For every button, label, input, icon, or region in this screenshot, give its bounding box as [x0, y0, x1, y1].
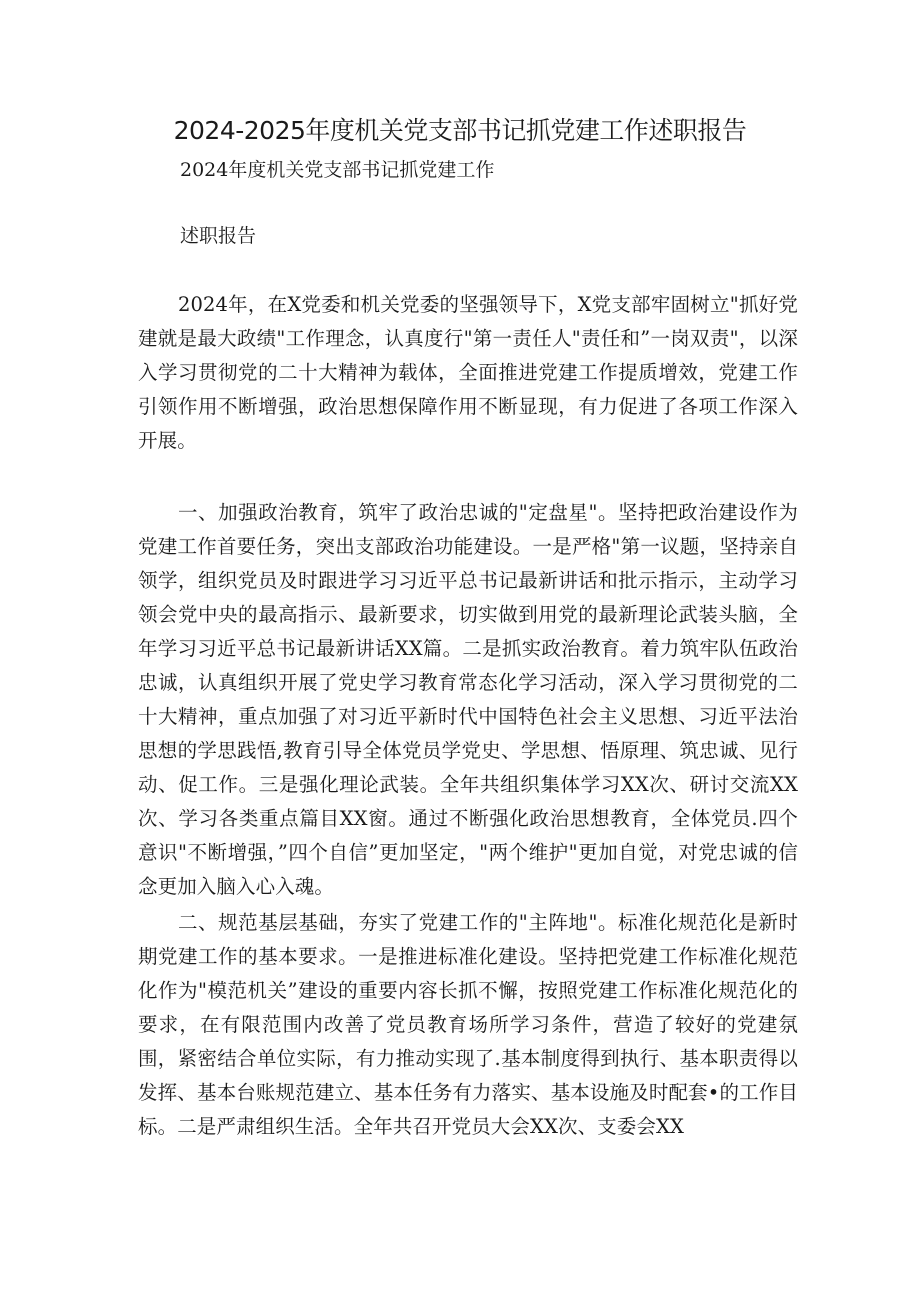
paragraph-political-education: 一、加强政治教育，筑牢了政治忠诚的"定盘星"。坚持把政治建设作为党建工作首要任务，突出支部政治功能建设。一是严格"第一议题，坚持亲自领学，组织党员及时跟进学习习近平总书记最新讲话和批示指示，主动学习领会党中央的最高指示、最新要求，切实做到用党的最新理论武装头脑，全年学习习近平总书记最新讲话XX篇。二是抓实政治教育。着力筑牢队伍政治忠诚，认真组织开展了党史学习教育常态化学习活动，深入学习贯彻党的二十大精神，重点加强了对习近平新时代中国特色社会主义思想、习近平法治思想的学思践悟,教育引导全体党员学党史、学思想、悟原理、筑忠诚、见行动、促工作。三是强化理论武装。全年共组织集体学习XX次、研讨交流XX次、学习各类重点篇目XX窗。通过不断强化政治思想教育，全体党员.四个意识"不断增强，”四个自信”更加坚定，"两个维护"更加自觉，对党忠诚的信念更加入脑入心入魂。 [138, 501, 798, 898]
subtitle-line-2: 述职报告 [180, 225, 257, 247]
subtitle-line-1: 2024年度机关党支部书记抓党建工作 [180, 159, 495, 181]
document-title: 2024-2025年度机关党支部书记抓党建工作述职报告 [173, 116, 747, 145]
paragraph-grassroots-standards: 二、规范基层基础，夯实了党建工作的"主阵地"。标准化规范化是新时期党建工作的基本要求。一是推进标准化建设。坚持把党建工作标准化规范化作为"模范机关”建设的重要内容长抓不懈，按照党建工作标准化规范化的要求，在有限范围内改善了党员教育场所学习条件，营造了较好的党建氛围，紧密结合单位实际，有力推动实现了.基本制度得到执行、基本职责得以发挥、基本台账规范建立、基本任务有力落实、基本设施及时配套•的工作目标。二是严肃组织生活。全年共召开党员大会XX次、支委会XX [138, 911, 798, 1138]
paragraph-intro: 2024年，在X党委和机关党委的坚强领导下，X党支部牢固树立"抓好党建就是最大政绩"工作理念，认真度行"第一责任人"责任和”一岗双责"，以深入学习贯彻党的二十大精神为载体，全面推进党建工作提质增效，党建工作引领作用不断增强，政治思想保障作用不断显现，有力促进了各项工作深入开展。 [138, 293, 798, 452]
